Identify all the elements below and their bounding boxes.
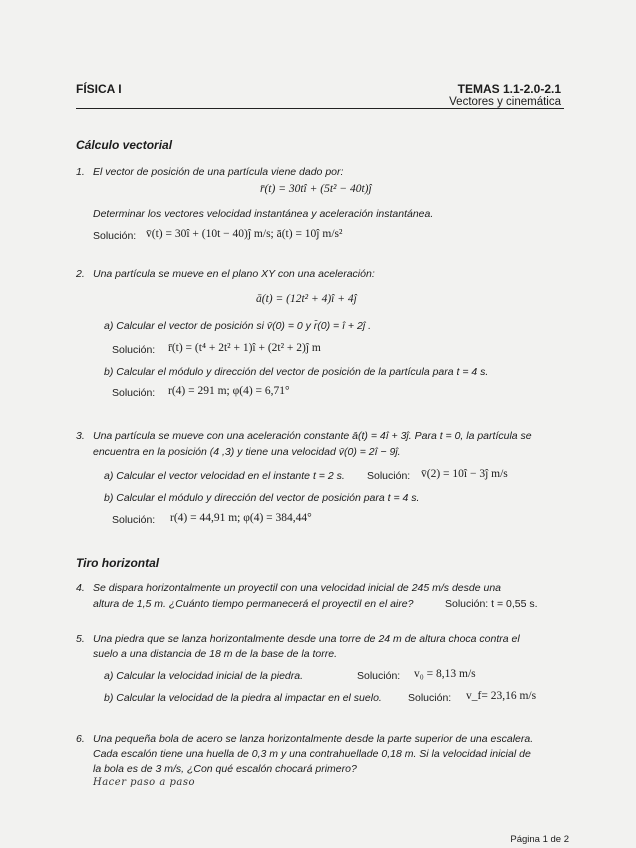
topics-subtitle: Vectores y cinemática [449,96,561,108]
problem-3a-question: a) Calcular el vector velocidad en el instante t = 2 s. [104,470,345,482]
section-title-horizontal-launch: Tiro horizontal [76,556,160,570]
problem-3-question-line2: encuentra en la posición (4 ,3) y tiene una velocidad v̄(0) = 2î − 9ĵ. [93,446,401,458]
page-number: Página 1 de 2 [510,834,569,845]
problem-2a-question: a) Calcular el vector de posición si v̄(0) = 0 y r̄(0) = î + 2ĵ . [104,320,371,332]
problem-5b-solution-label: Solución: [408,692,452,704]
problem-2-number: 2. [76,268,85,280]
problem-5-line2: suelo a una distancia de 18 m de la base de la torre. [93,648,337,660]
problem-4-line1: Se dispara horizontalmente un proyectil con una velocidad inicial de 245 m/s desde una [93,582,502,594]
problem-2-question: Una partícula se mueve en el plano XY con una aceleración: [93,268,375,280]
problem-4-number: 4. [76,582,85,594]
problem-1-task: Determinar los vectores velocidad instantánea y aceleración instantánea. [93,208,434,220]
problem-3-number: 3. [76,430,85,442]
problem-3a-solution: v̄(2) = 10î − 3ĵ m/s [421,468,508,480]
problem-5b-question: b) Calcular la velocidad de la piedra al impactar en el suelo. [104,692,382,704]
problem-6-line2: Cada escalón tiene una huella de 0,3 m y una contrahuellade 0,18 m. Si la velocidad inicial de [93,748,531,760]
problem-6-number: 6. [76,733,85,745]
problem-4-solution: Solución: t = 0,55 s. [445,598,538,610]
header-rule [76,108,564,109]
problem-2b-question: b) Calcular el módulo y dirección del vector de posición de la partícula para t = 4 s. [104,366,489,378]
problem-1-number: 1. [76,166,85,178]
section-title-vector-calculus: Cálculo vectorial [76,138,173,152]
problem-2a-solution-label: Solución: [112,344,156,356]
problem-5-number: 5. [76,633,85,645]
problem-2b-solution-label: Solución: [112,387,156,399]
problem-1-solution-label: Solución: [93,230,137,242]
problem-3a-solution-label: Solución: [367,470,411,482]
problem-5a-solution: v₀ = 8,13 m/s [414,668,476,680]
problem-5-line1: Una piedra que se lanza horizontalmente desde una torre de 24 m de altura choca contra el [93,633,520,645]
problem-6-line3: la bola es de 3 m/s, ¿Con qué escalón chocará primero? [93,763,357,775]
problem-1-equation: r̄(t) = 30tî + (5t² − 40t)ĵ [260,183,372,195]
problem-5b-solution: v_f= 23,16 m/s [466,690,537,702]
problem-3b-solution: r(4) = 44,91 m; φ(4) = 384,44° [170,512,312,524]
topics-title: TEMAS 1.1-2.0-2.1 [457,82,561,96]
course-title: FÍSICA I [76,82,122,96]
problem-4-line2: altura de 1,5 m. ¿Cuánto tiempo permanecerá el proyectil en el aire? [93,598,414,610]
problem-3b-solution-label: Solución: [112,514,156,526]
problem-5a-question: a) Calcular la velocidad inicial de la piedra. [104,670,304,682]
problem-6-line1: Una pequeña bola de acero se lanza horizontalmente desde la parte superior de una escalera. [93,733,534,745]
problem-2b-solution: r(4) = 291 m; φ(4) = 6,71° [168,385,290,397]
problem-1-solution: v̄(t) = 30î + (10t − 40)ĵ m/s; ā(t) = 10ĵ m/s² [146,228,343,240]
problem-2-equation: ā(t) = (12t² + 4)î + 4ĵ [256,293,357,305]
handwritten-note: Hacer paso a paso [93,777,196,788]
problem-1-question: El vector de posición de una partícula viene dado por: [93,166,344,178]
problem-3b-question: b) Calcular el módulo y dirección del vector de posición para t = 4 s. [104,492,420,504]
problem-2a-solution: r̄(t) = (t⁴ + 2t² + 1)î + (2t² + 2)ĵ m [168,342,321,354]
problem-3-question-line1: Una partícula se mueve con una aceleración constante ā(t) = 4î + 3ĵ. Para t = 0, la partícula se [93,430,532,442]
problem-5a-solution-label: Solución: [357,670,401,682]
